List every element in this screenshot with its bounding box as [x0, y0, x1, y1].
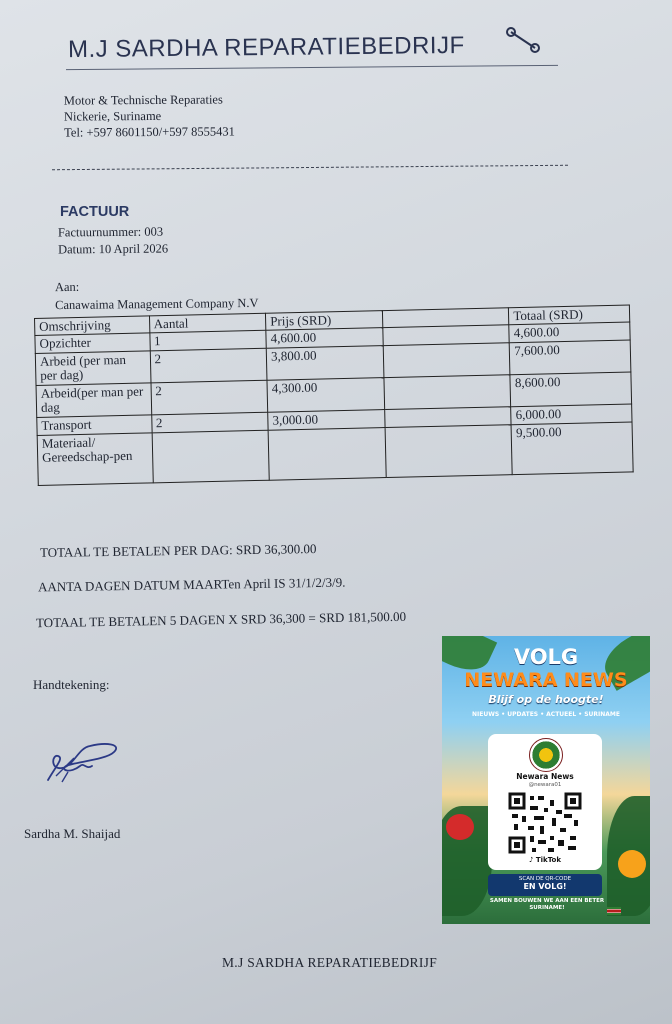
company-title: M.J SARDHA REPARATIEBEDRIJF [67, 31, 465, 64]
invoice-title: FACTUUR [60, 204, 130, 220]
cell-description: Arbeid(per man per dag [36, 383, 151, 418]
cell-quantity: 2 [150, 348, 267, 383]
cell-empty [383, 343, 510, 378]
dashed-separator [52, 165, 568, 171]
cell-description: Arbeid (per man per dag) [35, 351, 150, 386]
wrench-icon [505, 26, 541, 54]
handwritten-signature [44, 736, 126, 788]
company-address [64, 91, 235, 140]
cell-total: 9,500.00 [511, 422, 633, 475]
invoice-date: Datum: 10 April 2026 [58, 241, 169, 257]
scan-line-1: SCAN DE QR-CODE [518, 876, 572, 882]
cell-total: 4,600.00 [509, 322, 630, 343]
cell-quantity [152, 430, 270, 483]
cell-price: 3,800.00 [266, 346, 383, 381]
tiktok-text: TikTok [535, 856, 562, 864]
poster-tagline: Blijf op de hoogte! [488, 693, 604, 706]
cell-description: Opzichter [35, 333, 150, 354]
cell-empty [384, 375, 511, 410]
header-description: Omschrijving [35, 316, 150, 336]
cell-total: 7,600.00 [510, 340, 631, 375]
header-rule [66, 65, 558, 70]
newara-logo [529, 738, 563, 772]
invoice-table [34, 304, 634, 485]
number-of-days: AANTA DAGEN DATUM MAARTen April IS 31/1/2/3/9. [37, 574, 346, 595]
suriname-flag-icon [607, 907, 621, 915]
cell-quantity: 1 [149, 330, 266, 351]
total-per-day: TOTAAL TE BETALEN PER DAG: SRD 36,300.00 [39, 541, 317, 560]
recipient-block [55, 277, 259, 313]
poster-slogan: SAMEN BOUWEN WE AAN EEN BETER SURINAME! [489, 898, 605, 911]
cell-description: Materiaal/ Gereedschap-pen [37, 433, 153, 486]
signer-name: Sardha M. Shaijad [24, 826, 121, 841]
header-quantity: Aantal [149, 313, 266, 333]
tiktok-icon: ♪ [528, 856, 534, 864]
cell-description: Transport [37, 415, 152, 436]
cell-price: 3,000.00 [268, 410, 385, 431]
invoice-table-wrapper [34, 304, 639, 528]
cell-price: 4,600.00 [266, 328, 383, 349]
footer-company: M.J SARDHA REPARATIEBEDRIJF [222, 955, 438, 970]
signature-label: Handtekening: [33, 677, 110, 692]
hibiscus-flower [446, 814, 474, 840]
hibiscus-flower [618, 850, 646, 878]
poster-brand: NEWARA NEWS [464, 669, 628, 691]
newara-news-poster [442, 636, 650, 924]
tiktok-label [488, 856, 602, 864]
address-line-phone: Tel: +597 8601150/+597 8555431 [64, 124, 235, 140]
cell-empty [385, 425, 513, 478]
cell-price: 4,300.00 [267, 378, 384, 413]
grand-total: TOTAAL TE BETALEN 5 DAGEN X SRD 36,300 = SRD 181,500.00 [35, 608, 407, 631]
recipient-label: Aan: [54, 279, 80, 295]
scan-banner [488, 874, 602, 896]
cell-price [268, 428, 386, 481]
header-total: Totaal (SRD) [509, 305, 630, 325]
cell-total: 8,600.00 [510, 372, 631, 407]
qr-card-name: Newara News [516, 772, 574, 781]
invoice-number: Factuurnummer: 003 [57, 224, 164, 240]
cell-total: 6,000.00 [511, 404, 632, 425]
header-price: Prijs (SRD) [266, 311, 383, 331]
recipient-name: Canawaima Management Company N.V [55, 295, 259, 313]
cell-quantity: 2 [151, 412, 268, 433]
qr-code[interactable] [508, 792, 582, 854]
scan-line-2: EN VOLG! [523, 882, 567, 891]
poster-categories: NIEUWS • UPDATES • ACTUEEL • SURINAME [472, 711, 620, 718]
qr-card [488, 734, 602, 870]
cell-quantity: 2 [151, 380, 268, 415]
address-line-location: Nickerie, Suriname [63, 108, 162, 124]
qr-card-handle: @newara01 [528, 782, 562, 788]
invoice-meta [58, 224, 168, 259]
address-line-services: Motor & Technische Reparaties [63, 92, 223, 108]
poster-volg: VOLG [513, 645, 579, 669]
